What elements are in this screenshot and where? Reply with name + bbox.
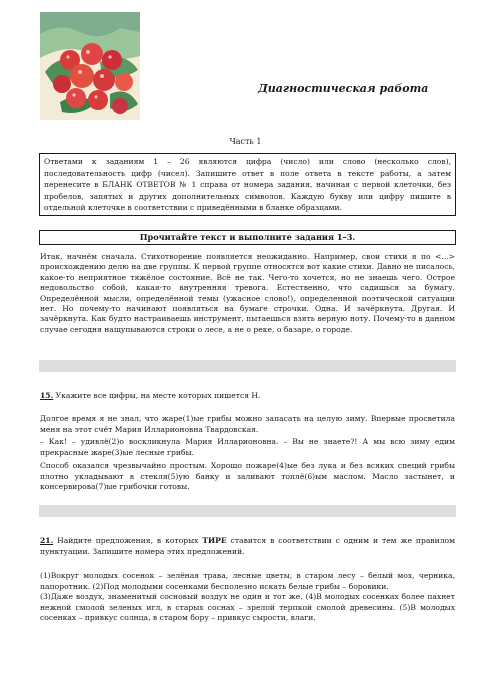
read-prompt: Прочитайте текст и выполните задания 1–3. [139, 232, 356, 242]
page-title: Диагностическая работа [258, 82, 429, 95]
task-21-keyword: ТИРЕ [202, 536, 227, 545]
task-21-question-text-end: ставится в соответствии с одним и тем же правилом пунктуации. Запишите номера этих предложений. [40, 536, 456, 556]
reading-text: Итак, начнём сначала. Стихотворение появляется неожиданно. Например, свои стихи я по <...> происхождению делю на две группы. К первой группе относятся вот какие стихи. Давно не писалось, какое-то неприятное тяжёлое состояние. Всё не так. Чего-то хочется, но не знаешь чего. Острое недовольство собой, какая-то внутренняя тревога. Естественно, что садишься за бумагу. Определённой мысли, определённой темы (ужасное слово!), определенной поэтической ситуации нет. Но почему-то начинают появляться на бумаге строчки. Одна. И зачёркнута. Другая. И зачёркнута. Как будто настраиваешь инструмент, пытаешься взять верную ноту. Почему-то в данном случае сегодня нащупываются строки о лесе, а не о реке, о базаре, о городе. [40, 252, 455, 334]
task-21-sentences-1-2: (1)Вокруг молодых сосенок – зелёная трава, лесные цветы, в старом лесу – белый мох, черника, папоротник. (2)Под молодыми сосенками бесполезно искать белые грибы – боровики. [40, 571, 455, 591]
task-15-number: 15. [40, 391, 54, 400]
answer-field-band [39, 360, 456, 372]
task-15-paragraph-2: – Как! – удивлё(2)о воскликнула Мария Илларионовна. – Вы не знаете?! А мы всю зиму едим прекрасные жаре(3)ые лесные грибы. [40, 437, 455, 457]
instructions-box [39, 153, 456, 216]
task-15-question-text: Укажите все цифры, на месте которых пишется Н. [53, 391, 261, 400]
task-21-question [40, 536, 455, 557]
task-15-paragraph-3: Способ оказался чрезвычайно простым. Хорошо пожаре(4)ые без лука и без всяких специй грибы плотно укладывают в стекля(5)ую банку и заливают топлё(6)ым маслом. Масло застынет, и консервирова(7)ые грибочки готовы. [40, 461, 455, 491]
read-prompt-box [39, 230, 456, 245]
task-21-sentences-3-5: (3)Даже воздух, знаменитый сосновый воздух не один и тот же. (4)В молодых сосенках более пахнет нежной смолой зеленых игл, в старых соснах – зрелой терпкой смолой древесины. (5)В молодых сосенках – привкус солнца, в старом бору – привкус сырости, влаги. [40, 592, 455, 622]
instructions-text: Ответами к заданиям 1 – 26 являются цифра (число) или слово (несколько слов), последовательность цифр (чисел). Запишите ответ в поле ответа в тексте работы, а затем перенесите в БЛАНК ОТВЕТОВ № 1 справа от номера задания, начиная с первой клеточки, без пробелов, запятых и других дополнительных символов. Каждую букву или цифру пишите в отдельной клеточке в соответствии с приведёнными в бланке образцами. [44, 157, 451, 213]
task-15-paragraph-1: Долгое время я не знал, что жаре(1)ые грибы можно запасать на целую зиму. Впервые просветила меня на этот счёт Мария Илларионовна Твардовская. [40, 414, 455, 434]
raspberry-illustration [40, 12, 140, 120]
task-15-question [40, 391, 455, 402]
task-21-number: 21. [40, 536, 54, 545]
answer-field-band [39, 505, 456, 517]
task-21-question-text: Найдите предложения, в которых [53, 536, 203, 545]
part-label: Часть 1 [229, 137, 262, 146]
